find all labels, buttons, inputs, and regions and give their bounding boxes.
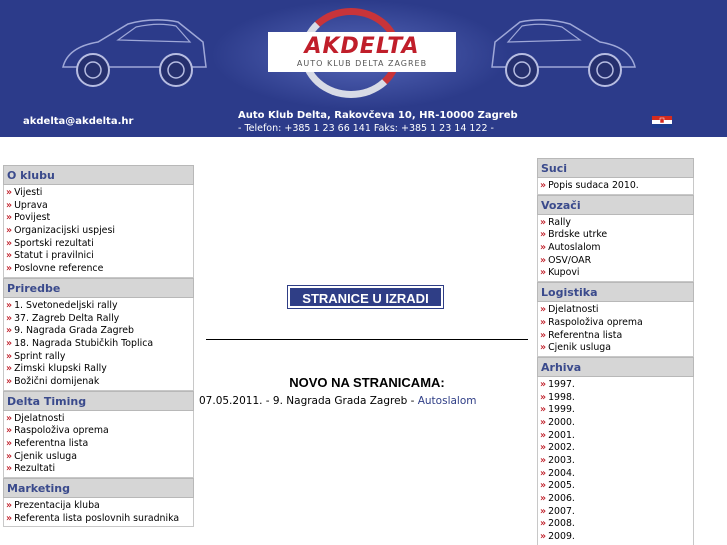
nav-item-prezentacija-kluba[interactable] bbox=[4, 500, 193, 513]
arrow-icon: » bbox=[540, 342, 547, 354]
nav-item-label: Djelatnosti bbox=[14, 412, 65, 424]
nav-item-label: Autoslalom bbox=[548, 242, 601, 254]
arrow-icon: » bbox=[6, 225, 13, 237]
divider bbox=[206, 339, 528, 340]
contact-phone: - Telefon: +385 1 23 66 141 Faks: +385 1 23 14 122 - bbox=[238, 123, 494, 134]
nav-item-label: Božični domijenak bbox=[14, 375, 100, 387]
nav-item-label: 2007. bbox=[548, 505, 575, 517]
croatia-flag-icon[interactable] bbox=[652, 116, 672, 128]
email-link[interactable]: akdelta@akdelta.hr bbox=[23, 116, 134, 127]
nav-item-2005[interactable] bbox=[538, 480, 693, 493]
nav-item-djelatnosti[interactable] bbox=[538, 304, 693, 317]
nav-item-zimski-klupski-rally[interactable] bbox=[4, 363, 193, 376]
arrow-icon: » bbox=[540, 505, 547, 517]
arrow-icon: » bbox=[540, 229, 547, 241]
arrow-icon: » bbox=[6, 438, 13, 449]
section-title-suci: Suci bbox=[537, 158, 694, 178]
arrow-icon: » bbox=[6, 263, 13, 275]
nav-item-label: Rally bbox=[548, 216, 571, 228]
nav-item-sportski-rezultati[interactable] bbox=[4, 238, 193, 251]
arrow-icon: » bbox=[6, 299, 13, 311]
arrow-icon: » bbox=[6, 412, 13, 424]
nav-item-label: Referentna lista bbox=[548, 329, 623, 341]
nav-item-label: 18. Nagrada Stubičkih Toplica bbox=[14, 337, 154, 349]
nav-item-label: 2004. bbox=[548, 467, 575, 479]
nav-item-autoslalom[interactable] bbox=[538, 242, 693, 255]
site-header bbox=[0, 0, 727, 137]
arrow-icon: » bbox=[6, 187, 13, 198]
arrow-icon: » bbox=[540, 267, 547, 279]
section-list-arhiva bbox=[537, 377, 694, 545]
arrow-icon: » bbox=[540, 480, 547, 492]
nav-item-2009[interactable] bbox=[538, 531, 693, 544]
news-item bbox=[199, 395, 535, 407]
section-list-suci bbox=[537, 178, 694, 195]
nav-item-9-nagrada-grada-zagreb[interactable] bbox=[4, 325, 193, 338]
under-construction-banner: STRANICE U IZRADI bbox=[288, 286, 443, 308]
nav-item-label: 2003. bbox=[548, 455, 575, 466]
section-title-o-klubu: O klubu bbox=[3, 165, 194, 185]
nav-item-18-nagrada-stubickih-toplica[interactable] bbox=[4, 338, 193, 351]
nav-item-label: Uprava bbox=[14, 199, 48, 211]
arrow-icon: » bbox=[540, 442, 547, 454]
nav-item-referentna-lista[interactable] bbox=[4, 438, 193, 451]
nav-item-rezultati[interactable] bbox=[4, 463, 193, 476]
nav-item-label: OSV/OAR bbox=[548, 254, 592, 266]
nav-item-label: 2009. bbox=[548, 531, 575, 543]
arrow-icon: » bbox=[540, 254, 547, 266]
arrow-icon: » bbox=[6, 425, 13, 437]
nav-item-rally[interactable] bbox=[538, 217, 693, 230]
nav-item-organizacijski-uspjesi[interactable] bbox=[4, 225, 193, 238]
nav-item-label: Cjenik usluga bbox=[14, 450, 78, 462]
nav-item-poslovne-reference[interactable] bbox=[4, 263, 193, 276]
nav-item-uprava[interactable] bbox=[4, 200, 193, 213]
arrow-icon: » bbox=[6, 237, 13, 249]
nav-item-raspoloziva-oprema[interactable] bbox=[538, 317, 693, 330]
nav-item-2001[interactable] bbox=[538, 430, 693, 443]
section-title-vozaci: Vozači bbox=[537, 195, 694, 215]
nav-item-label: Popis sudaca 2010. bbox=[548, 180, 639, 191]
section-title-priredbe: Priredbe bbox=[3, 278, 194, 298]
arrow-icon: » bbox=[540, 455, 547, 466]
section-list-priredbe bbox=[3, 298, 194, 391]
nav-item-label: Športski rezultati bbox=[14, 237, 94, 249]
nav-item-referenta-lista-poslovnih-suradnika[interactable] bbox=[4, 513, 193, 526]
section-list-delta-timing bbox=[3, 411, 194, 478]
arrow-icon: » bbox=[540, 378, 547, 390]
nav-item-osv-oar[interactable] bbox=[538, 255, 693, 268]
right-sidebar bbox=[537, 158, 694, 545]
arrow-icon: » bbox=[540, 242, 547, 254]
nav-item-label: 2001. bbox=[548, 429, 575, 441]
left-sidebar bbox=[3, 165, 194, 527]
nav-item-label: 2005. bbox=[548, 480, 575, 492]
arrow-icon: » bbox=[540, 531, 547, 543]
arrow-icon: » bbox=[540, 180, 547, 191]
nav-item-label: Poslovne reference bbox=[14, 263, 104, 275]
nav-item-djelatnosti[interactable] bbox=[4, 413, 193, 426]
section-list-logistika bbox=[537, 302, 694, 357]
nav-item-label: Organizacijski uspjesi bbox=[14, 225, 115, 237]
nav-item-2002[interactable] bbox=[538, 442, 693, 455]
nav-item-bozicni-domijenak[interactable] bbox=[4, 376, 193, 389]
arrow-icon: » bbox=[6, 199, 13, 211]
arrow-icon: » bbox=[540, 404, 547, 416]
nav-item-brdske-utrke[interactable] bbox=[538, 229, 693, 242]
nav-item-kupovi[interactable] bbox=[538, 267, 693, 280]
arrow-icon: » bbox=[540, 416, 547, 428]
nav-item-povijest[interactable] bbox=[4, 212, 193, 225]
arrow-icon: » bbox=[6, 350, 13, 362]
arrow-icon: » bbox=[6, 500, 13, 512]
nav-item-label: 2008. bbox=[548, 518, 575, 530]
nav-item-1999[interactable] bbox=[538, 404, 693, 417]
nav-item-label: Brdske utrke bbox=[548, 229, 608, 241]
section-list-o-klubu bbox=[3, 185, 194, 278]
nav-item-statut-i-pravilnici[interactable] bbox=[4, 250, 193, 263]
nav-item-label: 37. Zagreb Delta Rally bbox=[14, 312, 120, 324]
section-list-marketing bbox=[3, 498, 194, 527]
nav-item-label: Raspoloživa oprema bbox=[548, 316, 643, 328]
nav-item-label: 1999. bbox=[548, 404, 575, 416]
arrow-icon: » bbox=[6, 450, 13, 462]
nav-item-label: Prezentacija kluba bbox=[14, 500, 100, 512]
arrow-icon: » bbox=[6, 375, 13, 387]
nav-item-label: Vijesti bbox=[14, 187, 43, 198]
nav-item-cjenik-usluga[interactable] bbox=[4, 451, 193, 464]
nav-item-label: 2002. bbox=[548, 442, 575, 454]
nav-item-2007[interactable] bbox=[538, 506, 693, 519]
arrow-icon: » bbox=[6, 512, 13, 524]
arrow-icon: » bbox=[6, 212, 13, 224]
nav-item-label: 2000. bbox=[548, 416, 575, 428]
arrow-icon: » bbox=[6, 325, 13, 337]
nav-item-label: Raspoloživa oprema bbox=[14, 425, 109, 437]
nav-item-label: Sprint rally bbox=[14, 350, 66, 362]
nav-item-2008[interactable] bbox=[538, 518, 693, 531]
news-link[interactable]: Autoslalom bbox=[417, 395, 477, 407]
nav-item-label: Povijest bbox=[14, 212, 51, 224]
arrow-icon: » bbox=[540, 518, 547, 530]
nav-item-label: Rezultati bbox=[14, 463, 56, 475]
nav-item-label: Referenta lista poslovnih suradnika bbox=[14, 512, 180, 524]
arrow-icon: » bbox=[6, 337, 13, 349]
nav-item-label: 2006. bbox=[548, 493, 575, 505]
arrow-icon: » bbox=[6, 312, 13, 324]
news-text: 07.05.2011. - 9. Nagrada Grada Zagreb - bbox=[199, 395, 418, 407]
section-list-vozaci bbox=[537, 215, 694, 282]
nav-item-label: 1997. bbox=[548, 378, 575, 390]
arrow-icon: » bbox=[540, 216, 547, 228]
section-title-marketing: Marketing bbox=[3, 478, 194, 498]
nav-item-referentna-lista[interactable] bbox=[538, 330, 693, 343]
club-address: Auto Klub Delta, Rakovčeva 10, HR-10000 Zagreb bbox=[238, 110, 518, 121]
nav-item-label: Cjenik usluga bbox=[548, 342, 612, 354]
nav-item-2006[interactable] bbox=[538, 493, 693, 506]
arrow-icon: » bbox=[540, 391, 547, 403]
arrow-icon: » bbox=[6, 463, 13, 475]
rally-car-right-image bbox=[490, 12, 640, 90]
news-heading: NOVO NA STRANICAMA: bbox=[289, 375, 445, 390]
section-title-logistika: Logistika bbox=[537, 282, 694, 302]
nav-item-popis-sudaca-2010[interactable] bbox=[538, 180, 693, 193]
arrow-icon: » bbox=[6, 363, 13, 375]
nav-item-vijesti[interactable] bbox=[4, 187, 193, 200]
nav-item-2003[interactable] bbox=[538, 455, 693, 468]
arrow-icon: » bbox=[540, 316, 547, 328]
arrow-icon: » bbox=[540, 493, 547, 505]
nav-item-2000[interactable] bbox=[538, 417, 693, 430]
nav-item-1-svetonedeljski-rally[interactable] bbox=[4, 300, 193, 313]
nav-item-1998[interactable] bbox=[538, 392, 693, 405]
arrow-icon: » bbox=[540, 304, 547, 316]
nav-item-label: 1998. bbox=[548, 391, 575, 403]
section-title-arhiva: Arhiva bbox=[537, 357, 694, 377]
arrow-icon: » bbox=[6, 250, 13, 262]
nav-item-raspoloziva-oprema[interactable] bbox=[4, 425, 193, 438]
nav-item-cjenik-usluga[interactable] bbox=[538, 342, 693, 355]
arrow-icon: » bbox=[540, 429, 547, 441]
nav-item-1997[interactable] bbox=[538, 379, 693, 392]
arrow-icon: » bbox=[540, 329, 547, 341]
arrow-icon: » bbox=[540, 467, 547, 479]
nav-item-2004[interactable] bbox=[538, 468, 693, 481]
nav-item-37-zagreb-delta-rally[interactable] bbox=[4, 313, 193, 326]
nav-item-label: Kupovi bbox=[548, 267, 580, 279]
rally-car-left-image bbox=[58, 12, 208, 90]
nav-item-label: Statut i pravilnici bbox=[14, 250, 94, 262]
logo-subtitle: AUTO KLUB DELTA ZAGREB bbox=[296, 59, 428, 68]
nav-item-label: Referentna lista bbox=[14, 438, 89, 449]
nav-item-label: Zimski klupski Rally bbox=[14, 363, 107, 375]
site-logo[interactable]: AKDELTA bbox=[304, 34, 420, 59]
section-title-delta-timing: Delta Timing bbox=[3, 391, 194, 411]
nav-item-label: Djelatnosti bbox=[548, 304, 599, 316]
nav-item-label: 1. Svetonedeljski rally bbox=[14, 299, 118, 311]
nav-item-sprint-rally[interactable] bbox=[4, 351, 193, 364]
nav-item-label: 9. Nagrada Grada Zagreb bbox=[14, 325, 134, 337]
